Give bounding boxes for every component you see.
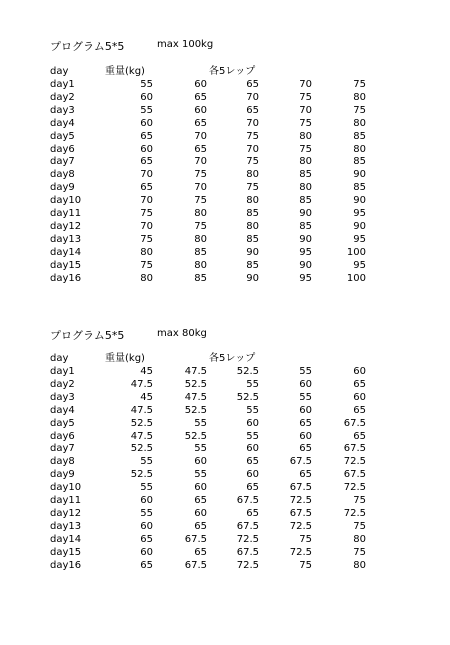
set-value-cell: 60 xyxy=(353,366,366,377)
set-value-cell: 60 xyxy=(299,378,312,390)
day-label: day2 xyxy=(50,378,75,390)
table-row xyxy=(0,247,450,259)
weight-cell: 60 xyxy=(140,143,153,155)
table-row xyxy=(0,260,450,272)
set-value-cell: 95 xyxy=(299,272,312,284)
day-label: day16 xyxy=(50,272,82,284)
weight-cell: 52.5 xyxy=(130,417,153,429)
set-value-cell: 55 xyxy=(194,469,207,481)
set-value-cell: 67.5 xyxy=(236,495,259,506)
weight-cell: 70 xyxy=(140,195,153,207)
set-value-cell: 60 xyxy=(353,391,366,403)
weight-cell: 55 xyxy=(140,507,153,519)
day-label: day7 xyxy=(50,156,75,168)
weight-cell: 55 xyxy=(140,482,153,494)
table-row xyxy=(0,418,450,430)
day-label: day11 xyxy=(50,208,82,219)
table-row xyxy=(0,379,450,391)
day-label: day11 xyxy=(50,495,82,506)
day-label: day3 xyxy=(50,104,75,116)
weight-cell: 45 xyxy=(140,391,153,403)
table-row xyxy=(0,195,450,207)
day-label: day16 xyxy=(50,559,82,571)
set-value-cell: 60 xyxy=(194,456,207,468)
day-label: day10 xyxy=(50,195,82,207)
program-max: max 80kg xyxy=(157,328,207,339)
weight-cell: 75 xyxy=(140,208,153,219)
set-value-cell: 85 xyxy=(353,182,366,194)
set-value-cell: 70 xyxy=(194,156,207,168)
set-value-cell: 75 xyxy=(353,520,366,532)
weight-cell: 47.5 xyxy=(130,404,153,416)
set-value-cell: 47.5 xyxy=(184,366,207,377)
set-value-cell: 80 xyxy=(353,143,366,155)
set-value-cell: 60 xyxy=(246,443,259,455)
day-label: day13 xyxy=(50,233,82,245)
day-label: day7 xyxy=(50,443,75,455)
set-value-cell: 90 xyxy=(246,272,259,284)
set-value-cell: 67.5 xyxy=(289,482,312,494)
set-value-cell: 85 xyxy=(246,233,259,245)
table-row xyxy=(0,456,450,468)
day-label: day8 xyxy=(50,456,75,468)
set-value-cell: 80 xyxy=(194,259,207,271)
set-value-cell: 100 xyxy=(346,246,366,258)
set-value-cell: 60 xyxy=(246,417,259,429)
set-value-cell: 72.5 xyxy=(343,456,366,468)
set-value-cell: 60 xyxy=(194,507,207,519)
set-value-cell: 65 xyxy=(194,91,207,103)
set-value-cell: 67.5 xyxy=(184,559,207,571)
weight-cell: 45 xyxy=(140,366,153,377)
header-sets: 各5レップ xyxy=(209,66,256,77)
day-label: day1 xyxy=(50,366,75,377)
set-value-cell: 90 xyxy=(353,195,366,207)
weight-cell: 52.5 xyxy=(130,469,153,481)
set-value-cell: 80 xyxy=(246,220,259,232)
set-value-cell: 70 xyxy=(246,117,259,129)
table-row xyxy=(0,469,450,481)
set-value-cell: 55 xyxy=(194,443,207,455)
set-value-cell: 80 xyxy=(353,91,366,103)
day-label: day6 xyxy=(50,143,75,155)
set-value-cell: 75 xyxy=(194,220,207,232)
table-row xyxy=(0,405,450,417)
table-row xyxy=(0,431,450,443)
set-value-cell: 80 xyxy=(353,533,366,545)
table-row xyxy=(0,234,450,246)
table-row xyxy=(0,118,450,130)
table-row xyxy=(0,495,450,507)
day-label: day9 xyxy=(50,469,75,481)
set-value-cell: 80 xyxy=(353,117,366,129)
set-value-cell: 72.5 xyxy=(236,533,259,545)
set-value-cell: 65 xyxy=(246,482,259,494)
set-value-cell: 65 xyxy=(299,469,312,481)
weight-cell: 80 xyxy=(140,272,153,284)
set-value-cell: 52.5 xyxy=(236,366,259,377)
set-value-cell: 80 xyxy=(299,182,312,194)
set-value-cell: 75 xyxy=(194,195,207,207)
set-value-cell: 90 xyxy=(353,169,366,181)
set-value-cell: 65 xyxy=(194,546,207,558)
set-value-cell: 80 xyxy=(246,169,259,181)
header-weight: 重量(kg) xyxy=(105,66,145,77)
set-value-cell: 75 xyxy=(194,169,207,181)
set-value-cell: 75 xyxy=(299,533,312,545)
day-label: day15 xyxy=(50,546,82,558)
header-weight: 重量(kg) xyxy=(105,353,145,364)
table-row xyxy=(0,156,450,168)
day-label: day4 xyxy=(50,117,75,129)
set-value-cell: 85 xyxy=(246,259,259,271)
weight-cell: 60 xyxy=(140,495,153,506)
set-value-cell: 65 xyxy=(299,417,312,429)
set-value-cell: 65 xyxy=(299,443,312,455)
program-max: max 100kg xyxy=(157,39,214,50)
set-value-cell: 80 xyxy=(299,130,312,142)
set-value-cell: 80 xyxy=(299,156,312,168)
table-row xyxy=(0,182,450,194)
set-value-cell: 75 xyxy=(299,559,312,571)
table-row xyxy=(0,560,450,572)
weight-cell: 70 xyxy=(140,169,153,181)
set-value-cell: 72.5 xyxy=(343,482,366,494)
set-value-cell: 47.5 xyxy=(184,391,207,403)
set-value-cell: 65 xyxy=(194,117,207,129)
set-value-cell: 67.5 xyxy=(184,533,207,545)
weight-cell: 52.5 xyxy=(130,443,153,455)
set-value-cell: 72.5 xyxy=(289,546,312,558)
table-row xyxy=(0,169,450,181)
set-value-cell: 75 xyxy=(299,91,312,103)
day-label: day8 xyxy=(50,169,75,181)
set-value-cell: 95 xyxy=(353,259,366,271)
set-value-cell: 85 xyxy=(194,246,207,258)
table-row xyxy=(0,221,450,233)
day-label: day14 xyxy=(50,533,82,545)
set-value-cell: 70 xyxy=(299,79,312,90)
set-value-cell: 80 xyxy=(246,195,259,207)
set-value-cell: 60 xyxy=(194,104,207,116)
table-row xyxy=(0,482,450,494)
set-value-cell: 80 xyxy=(194,208,207,219)
set-value-cell: 65 xyxy=(194,520,207,532)
set-value-cell: 95 xyxy=(353,233,366,245)
day-label: day6 xyxy=(50,430,75,442)
set-value-cell: 67.5 xyxy=(289,507,312,519)
table-row xyxy=(0,144,450,156)
set-value-cell: 85 xyxy=(299,169,312,181)
set-value-cell: 80 xyxy=(353,559,366,571)
day-label: day5 xyxy=(50,130,75,142)
day-label: day15 xyxy=(50,259,82,271)
program-title: プログラム5*5 xyxy=(50,329,125,342)
weight-cell: 75 xyxy=(140,259,153,271)
table-row xyxy=(0,547,450,559)
weight-cell: 60 xyxy=(140,117,153,129)
set-value-cell: 52.5 xyxy=(184,404,207,416)
set-value-cell: 65 xyxy=(194,495,207,506)
table-row xyxy=(0,521,450,533)
set-value-cell: 65 xyxy=(246,507,259,519)
set-value-cell: 90 xyxy=(299,208,312,219)
set-value-cell: 75 xyxy=(353,79,366,90)
set-value-cell: 72.5 xyxy=(289,520,312,532)
weight-cell: 60 xyxy=(140,546,153,558)
weight-cell: 65 xyxy=(140,130,153,142)
set-value-cell: 95 xyxy=(353,208,366,219)
table-row xyxy=(0,92,450,104)
weight-cell: 55 xyxy=(140,456,153,468)
table-header xyxy=(0,353,450,365)
weight-cell: 47.5 xyxy=(130,430,153,442)
set-value-cell: 75 xyxy=(246,182,259,194)
set-value-cell: 72.5 xyxy=(343,507,366,519)
day-label: day10 xyxy=(50,482,82,494)
set-value-cell: 72.5 xyxy=(289,495,312,506)
set-value-cell: 55 xyxy=(246,378,259,390)
set-value-cell: 95 xyxy=(299,246,312,258)
set-value-cell: 67.5 xyxy=(236,520,259,532)
weight-cell: 65 xyxy=(140,156,153,168)
day-label: day3 xyxy=(50,391,75,403)
set-value-cell: 75 xyxy=(353,104,366,116)
weight-cell: 80 xyxy=(140,246,153,258)
day-label: day14 xyxy=(50,246,82,258)
table-row xyxy=(0,131,450,143)
weight-cell: 47.5 xyxy=(130,378,153,390)
set-value-cell: 85 xyxy=(299,220,312,232)
weight-cell: 65 xyxy=(140,559,153,571)
set-value-cell: 55 xyxy=(194,417,207,429)
set-value-cell: 60 xyxy=(246,469,259,481)
set-value-cell: 75 xyxy=(299,143,312,155)
set-value-cell: 65 xyxy=(246,79,259,90)
set-value-cell: 70 xyxy=(194,182,207,194)
weight-cell: 60 xyxy=(140,520,153,532)
set-value-cell: 67.5 xyxy=(236,546,259,558)
weight-cell: 55 xyxy=(140,79,153,90)
set-value-cell: 75 xyxy=(353,495,366,506)
set-value-cell: 52.5 xyxy=(184,378,207,390)
set-value-cell: 75 xyxy=(353,546,366,558)
table-row xyxy=(0,443,450,455)
table-row xyxy=(0,79,450,91)
set-value-cell: 72.5 xyxy=(236,559,259,571)
weight-cell: 60 xyxy=(140,91,153,103)
set-value-cell: 55 xyxy=(246,430,259,442)
set-value-cell: 90 xyxy=(299,233,312,245)
set-value-cell: 65 xyxy=(246,456,259,468)
set-value-cell: 90 xyxy=(299,259,312,271)
set-value-cell: 65 xyxy=(353,378,366,390)
set-value-cell: 65 xyxy=(246,104,259,116)
set-value-cell: 90 xyxy=(353,220,366,232)
day-label: day5 xyxy=(50,417,75,429)
set-value-cell: 65 xyxy=(353,430,366,442)
table-row xyxy=(0,534,450,546)
set-value-cell: 55 xyxy=(299,366,312,377)
set-value-cell: 60 xyxy=(194,79,207,90)
day-label: day12 xyxy=(50,220,82,232)
day-label: day1 xyxy=(50,79,75,90)
set-value-cell: 60 xyxy=(299,430,312,442)
header-day: day xyxy=(50,66,69,77)
table-row xyxy=(0,105,450,117)
set-value-cell: 60 xyxy=(194,482,207,494)
set-value-cell: 60 xyxy=(299,404,312,416)
weight-cell: 55 xyxy=(140,104,153,116)
set-value-cell: 65 xyxy=(194,143,207,155)
set-value-cell: 65 xyxy=(353,404,366,416)
weight-cell: 75 xyxy=(140,233,153,245)
weight-cell: 65 xyxy=(140,533,153,545)
day-label: day9 xyxy=(50,182,75,194)
set-value-cell: 100 xyxy=(346,272,366,284)
table-row xyxy=(0,273,450,285)
set-value-cell: 55 xyxy=(299,391,312,403)
set-value-cell: 67.5 xyxy=(289,456,312,468)
table-row xyxy=(0,508,450,520)
day-label: day2 xyxy=(50,91,75,103)
set-value-cell: 70 xyxy=(246,91,259,103)
set-value-cell: 85 xyxy=(299,195,312,207)
day-label: day4 xyxy=(50,404,75,416)
set-value-cell: 85 xyxy=(246,208,259,219)
day-label: day12 xyxy=(50,507,82,519)
set-value-cell: 85 xyxy=(353,156,366,168)
set-value-cell: 70 xyxy=(194,130,207,142)
table-header xyxy=(0,66,450,78)
set-value-cell: 55 xyxy=(246,404,259,416)
set-value-cell: 67.5 xyxy=(343,417,366,429)
set-value-cell: 70 xyxy=(299,104,312,116)
set-value-cell: 52.5 xyxy=(236,391,259,403)
set-value-cell: 90 xyxy=(246,246,259,258)
set-value-cell: 85 xyxy=(194,272,207,284)
set-value-cell: 75 xyxy=(299,117,312,129)
set-value-cell: 75 xyxy=(246,156,259,168)
day-label: day13 xyxy=(50,520,82,532)
set-value-cell: 85 xyxy=(353,130,366,142)
header-sets: 各5レップ xyxy=(209,353,256,364)
set-value-cell: 70 xyxy=(246,143,259,155)
set-value-cell: 67.5 xyxy=(343,443,366,455)
weight-cell: 65 xyxy=(140,182,153,194)
table-row xyxy=(0,366,450,378)
program-title: プログラム5*5 xyxy=(50,40,125,53)
set-value-cell: 67.5 xyxy=(343,469,366,481)
set-value-cell: 52.5 xyxy=(184,430,207,442)
table-row xyxy=(0,208,450,220)
header-day: day xyxy=(50,353,69,364)
table-row xyxy=(0,392,450,404)
set-value-cell: 80 xyxy=(194,233,207,245)
set-value-cell: 75 xyxy=(246,130,259,142)
weight-cell: 70 xyxy=(140,220,153,232)
